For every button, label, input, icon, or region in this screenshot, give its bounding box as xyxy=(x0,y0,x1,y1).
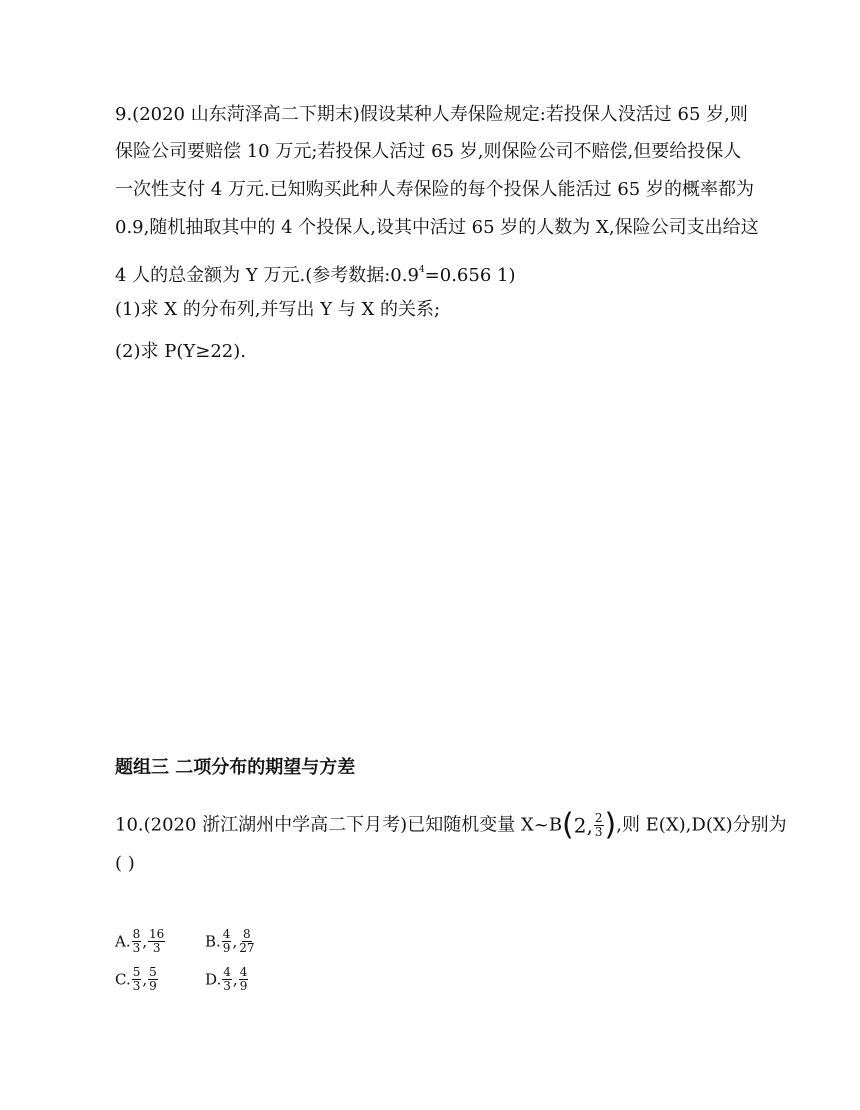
fraction xyxy=(148,966,158,993)
fraction xyxy=(148,928,165,955)
fraction xyxy=(238,928,255,955)
paren-open: ( xyxy=(562,807,574,843)
paren-close: ) xyxy=(604,807,617,843)
binomial-p-fraction xyxy=(594,812,604,839)
problem9-line-1: 9.(2020 山东菏泽高二下期末)假设某种人寿保险规定:若投保人没活过 65 岁,则 xyxy=(115,104,748,125)
fraction xyxy=(132,966,142,993)
section-heading: 题组三 二项分布的期望与方差 xyxy=(115,757,356,778)
problem9-line-3: 一次性支付 4 万元.已知购买此种人寿保险的每个投保人能活过 65 岁的概率都为 xyxy=(115,179,754,200)
fraction-denominator: 9 xyxy=(149,979,157,993)
fraction-numerator: 5 xyxy=(132,965,141,979)
option-b[interactable]: B. $\frac{4}{9}$ , $\frac{8}{27}$ xyxy=(205,927,255,955)
fraction-denominator: 3 xyxy=(152,941,161,955)
problem10-stem xyxy=(115,807,787,843)
option-label: D. xyxy=(205,970,222,989)
problem9-line-2: 保险公司要赔偿 10 万元;若投保人活过 65 岁,则保险公司不赔偿,但要给投保人 xyxy=(115,141,742,162)
fraction-numerator: 4 xyxy=(223,965,231,979)
problem9-line-5 xyxy=(115,258,515,288)
fraction xyxy=(239,966,249,993)
fraction-numerator: 2 xyxy=(594,811,603,825)
option-c[interactable]: C. $\frac{5}{3}$ , $\frac{5}{9}$ xyxy=(115,965,157,993)
option-label: B. xyxy=(205,932,221,951)
problem10-text: 10.(2020 浙江湖州中学高二下月考)已知随机变量 X~B xyxy=(115,814,563,836)
fraction xyxy=(132,928,142,955)
binomial-n: 2, xyxy=(573,813,593,838)
problem9-question-1: (1)求 X 的分布列,并写出 Y 与 X 的关系; xyxy=(115,299,441,320)
fraction-denominator: 9 xyxy=(222,941,231,955)
fraction-numerator: 4 xyxy=(222,927,231,941)
fraction-denominator: 3 xyxy=(223,979,231,993)
fraction-denominator: 3 xyxy=(594,825,603,839)
option-d[interactable]: D. $\frac{4}{3}$ , $\frac{4}{9}$ xyxy=(205,965,248,993)
fraction-denominator: 9 xyxy=(239,979,248,993)
fraction-numerator: 4 xyxy=(239,965,248,979)
answer-blank: ( ) xyxy=(115,853,135,874)
fraction xyxy=(222,928,232,955)
problem9-line-5-tail: =0.656 1) xyxy=(424,265,516,286)
fraction-denominator: 3 xyxy=(132,979,141,993)
option-label: C. xyxy=(115,970,131,989)
fraction-numerator: 8 xyxy=(243,927,251,941)
problem9-line-5-text: 4 人的总金额为 Y 万元.(参考数据:0.9 xyxy=(115,265,419,286)
fraction xyxy=(222,966,232,993)
fraction-numerator: 8 xyxy=(132,927,141,941)
fraction-numerator: 5 xyxy=(149,965,157,979)
fraction-denominator: 3 xyxy=(132,941,141,955)
problem9-question-2: (2)求 P(Y≥22). xyxy=(115,341,246,362)
option-label: A. xyxy=(115,932,131,951)
exponent: 4 xyxy=(418,265,425,275)
fraction-numerator: 16 xyxy=(149,927,165,941)
option-a[interactable]: A. $\frac{8}{3}$ , $\frac{16}{3}$ xyxy=(115,927,165,955)
fraction-denominator: 27 xyxy=(239,941,255,955)
problem10-text-tail: ,则 E(X),D(X)分别为 xyxy=(616,814,787,836)
problem9-line-4: 0.9,随机抽取其中的 4 个投保人,设其中活过 65 岁的人数为 X,保险公司支出给这 xyxy=(115,217,759,238)
